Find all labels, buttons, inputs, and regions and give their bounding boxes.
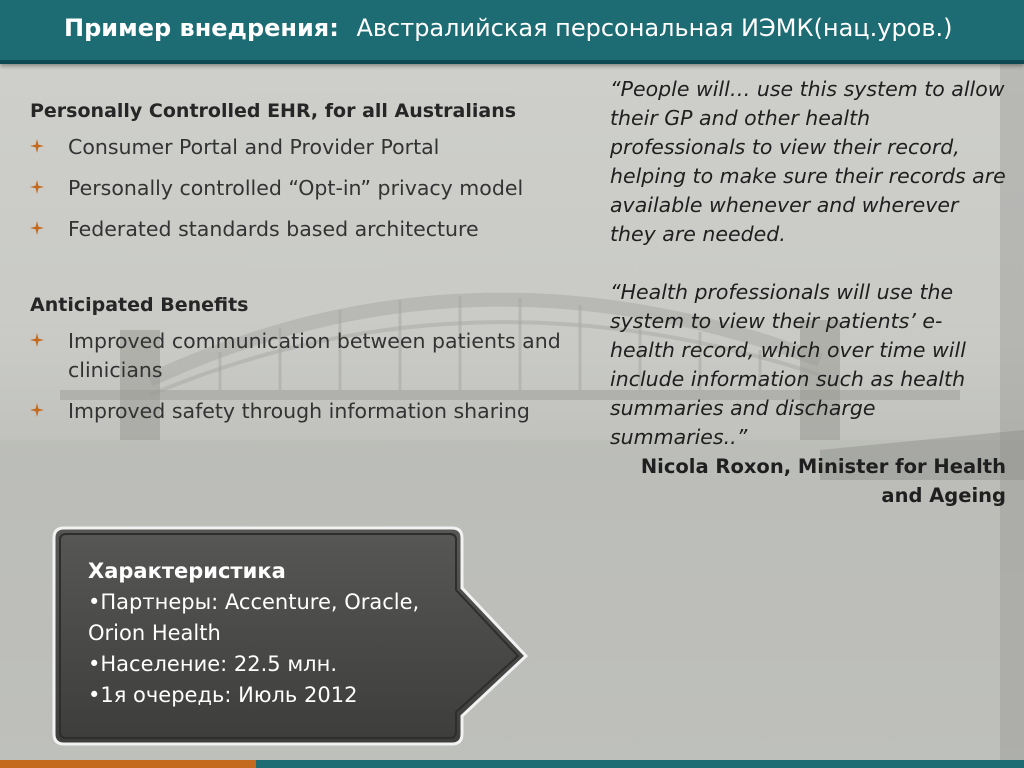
callout-text	[88, 556, 428, 711]
callout-line: •Население: 22.5 млн.	[88, 652, 338, 676]
bullet-text: Personally controlled “Opt-in” privacy model	[68, 176, 524, 200]
callout-line: •1я очередь: Июль 2012	[88, 683, 358, 707]
bullet-text: Federated standards based architecture	[68, 217, 479, 241]
bullet-text: Consumer Portal and Provider Portal	[68, 135, 440, 159]
footer-accent-segment	[0, 760, 256, 768]
star-bullet-icon	[30, 180, 44, 194]
bullet-item	[30, 327, 600, 385]
bullet-list-benefits	[30, 327, 600, 426]
section-heading-benefits: Anticipated Benefits	[30, 294, 249, 316]
left-column	[30, 100, 600, 438]
bullet-item	[30, 174, 600, 203]
section-heading-ehr: Personally Controlled EHR, for all Australians	[30, 100, 517, 122]
callout-box	[52, 526, 532, 748]
slide-title	[64, 14, 953, 42]
quote-column	[610, 75, 1006, 510]
star-bullet-icon	[30, 221, 44, 235]
star-bullet-icon	[30, 139, 44, 153]
header-bar	[0, 0, 1024, 64]
bullet-text: Improved safety through information sharing	[68, 399, 530, 423]
callout-line: •Партнеры: Accenture, Oracle, Orion Health	[88, 590, 420, 645]
title-label: Пример внедрения:	[64, 14, 339, 42]
quote-text: “Health professionals will use the system to view their patients’ e-health record, which over time will include information such as health summaries and discharge summaries..”	[610, 280, 966, 449]
footer-bar	[0, 760, 1024, 768]
quote-text: “People will… use this system to allow their GP and other health professionals to view their record, helping to make sure their records are available whenever and wherever they are needed.	[610, 77, 1006, 246]
star-bullet-icon	[30, 333, 44, 347]
title-text: Австралийская персональная ИЭМК(нац.уров.)	[356, 14, 953, 42]
footer-main-segment	[256, 760, 1024, 768]
bullet-list-ehr	[30, 133, 600, 244]
star-bullet-icon	[30, 403, 44, 417]
callout-title: Характеристика	[88, 559, 286, 583]
bullet-item	[30, 397, 600, 426]
bullet-text: Improved communication between patients and clinicians	[68, 329, 561, 382]
quote-attribution: Nicola Roxon, Minister for Health and Ageing	[640, 455, 1006, 507]
bullet-item	[30, 133, 600, 162]
bullet-item	[30, 215, 600, 244]
